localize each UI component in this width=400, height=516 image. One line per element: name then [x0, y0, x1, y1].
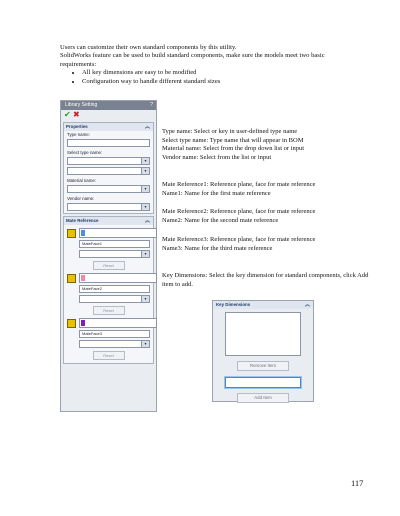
requirement-item: • Configuration way to handle different standard sizes [82, 78, 360, 86]
description-block-properties [162, 128, 382, 162]
select-type-label: Select type name: [67, 150, 103, 155]
mate-reference-2 [67, 273, 150, 283]
chevron-down-icon[interactable]: ▾ [141, 186, 149, 192]
panel-title: Library Setting [65, 102, 98, 108]
library-setting-panel [60, 100, 157, 412]
remove-item-button[interactable]: Remove Item [237, 361, 289, 371]
description-block-mate-2 [162, 208, 382, 225]
mate-face-icon [67, 274, 76, 283]
select-type-dropdown[interactable] [67, 157, 150, 165]
description-block-mate-3 [162, 236, 382, 253]
mate-color-swatch [81, 230, 85, 236]
intro-line-1: Users can customize their own standard components by this utility. [60, 44, 237, 51]
x-icon[interactable]: ✖ [73, 110, 80, 119]
description-line: Vendor name: Select from the list or input [162, 153, 272, 161]
reset-button-3[interactable]: Reset [93, 351, 125, 360]
mate-selection-box-3[interactable] [79, 318, 157, 328]
select-type-dropdown-2[interactable] [67, 167, 150, 175]
mate-type-dropdown-3[interactable] [79, 340, 150, 348]
description-line: Name2: Name for the second mate reference [162, 216, 279, 224]
mate-color-swatch [81, 275, 85, 281]
vendor-label: Vendor name: [67, 196, 95, 201]
description-block-mate-1 [162, 181, 382, 198]
key-dimension-input[interactable] [225, 377, 301, 388]
properties-header-label: Properties [66, 124, 88, 129]
type-name-label: Type name: [67, 132, 90, 137]
mate-type-dropdown-2[interactable] [79, 295, 150, 303]
intro-line-2: SolidWorks feature can be used to build standard components, make sure the models meet two basic requirements: [60, 52, 325, 68]
chevron-down-icon[interactable]: ▾ [141, 296, 149, 302]
key-dimensions-header-label: Key Dimensions [216, 302, 251, 307]
description-line: Mate Reference2: Reference plane, face for mate reference [162, 208, 316, 215]
mate-reference-header-label: Mate Reference [66, 218, 99, 223]
page-number: 117 [351, 478, 364, 488]
material-label: Material name: [67, 178, 97, 183]
mate-reference-3 [67, 318, 150, 328]
mate-reference-1 [67, 228, 150, 238]
mate-name-field-3[interactable]: MateFace3 [79, 330, 150, 338]
type-name-input[interactable] [67, 139, 150, 147]
chevron-down-icon[interactable]: ▾ [141, 204, 149, 210]
requirements-list [60, 69, 360, 86]
mate-reference-header[interactable] [64, 217, 153, 225]
mate-face-icon [67, 229, 76, 238]
reset-button-2[interactable]: Reset [93, 306, 125, 315]
help-icon[interactable]: ? [150, 102, 153, 108]
ok-cancel-row [61, 110, 156, 120]
vendor-dropdown[interactable] [67, 203, 150, 211]
mate-selection-box-1[interactable] [79, 228, 157, 238]
description-line: Name1: Name for the first mate reference [162, 189, 271, 197]
chevron-down-icon[interactable]: ▾ [141, 158, 149, 164]
key-dimensions-header[interactable] [213, 301, 313, 309]
properties-header[interactable] [64, 123, 153, 131]
description-line: Material name: Select from the drop down list or input [162, 145, 305, 153]
description-line: Key Dimensions: Select the key dimension for standard components, click Add item to add. [162, 272, 369, 288]
reset-button-1[interactable]: Reset [93, 261, 125, 270]
chevron-down-icon[interactable]: ▾ [141, 251, 149, 257]
add-item-button[interactable]: Add Item [237, 393, 289, 403]
description-line: Select type name: Type name that will appear in BOM [162, 136, 304, 144]
chevron-down-icon[interactable]: ▾ [141, 341, 149, 347]
key-dimensions-list[interactable] [225, 312, 301, 356]
chevron-up-icon[interactable]: ︽ [144, 124, 150, 130]
mate-type-dropdown-1[interactable] [79, 250, 150, 258]
description-line: Name3: Name for the third mate reference [162, 244, 273, 252]
chevron-down-icon[interactable]: ▾ [141, 168, 149, 174]
mate-name-field-2[interactable]: MateFace2 [79, 285, 150, 293]
chevron-up-icon[interactable]: ︽ [144, 218, 150, 224]
key-dimensions-panel [212, 300, 314, 402]
intro-text [60, 44, 360, 86]
description-line: Type name: Select or key in user-defined type name [162, 128, 298, 135]
chevron-up-icon[interactable]: ︽ [304, 302, 310, 308]
panel-title-bar [61, 101, 156, 110]
description-block-key-dimensions [162, 272, 372, 289]
material-dropdown[interactable] [67, 185, 150, 193]
mate-face-icon [67, 319, 76, 328]
check-icon[interactable]: ✔ [64, 110, 71, 119]
description-line: Mate Reference3: Reference plane, face for mate reference [162, 236, 316, 243]
mate-selection-box-2[interactable] [79, 273, 157, 283]
requirement-item: • All key dimensions are easy to be modified [82, 69, 360, 77]
mate-reference-section [63, 216, 154, 364]
mate-color-swatch [81, 320, 85, 326]
mate-name-field-1[interactable]: MateFace1 [79, 240, 150, 248]
description-line: Mate Reference1: Reference plane, face for mate reference [162, 181, 316, 188]
properties-section [63, 122, 154, 214]
